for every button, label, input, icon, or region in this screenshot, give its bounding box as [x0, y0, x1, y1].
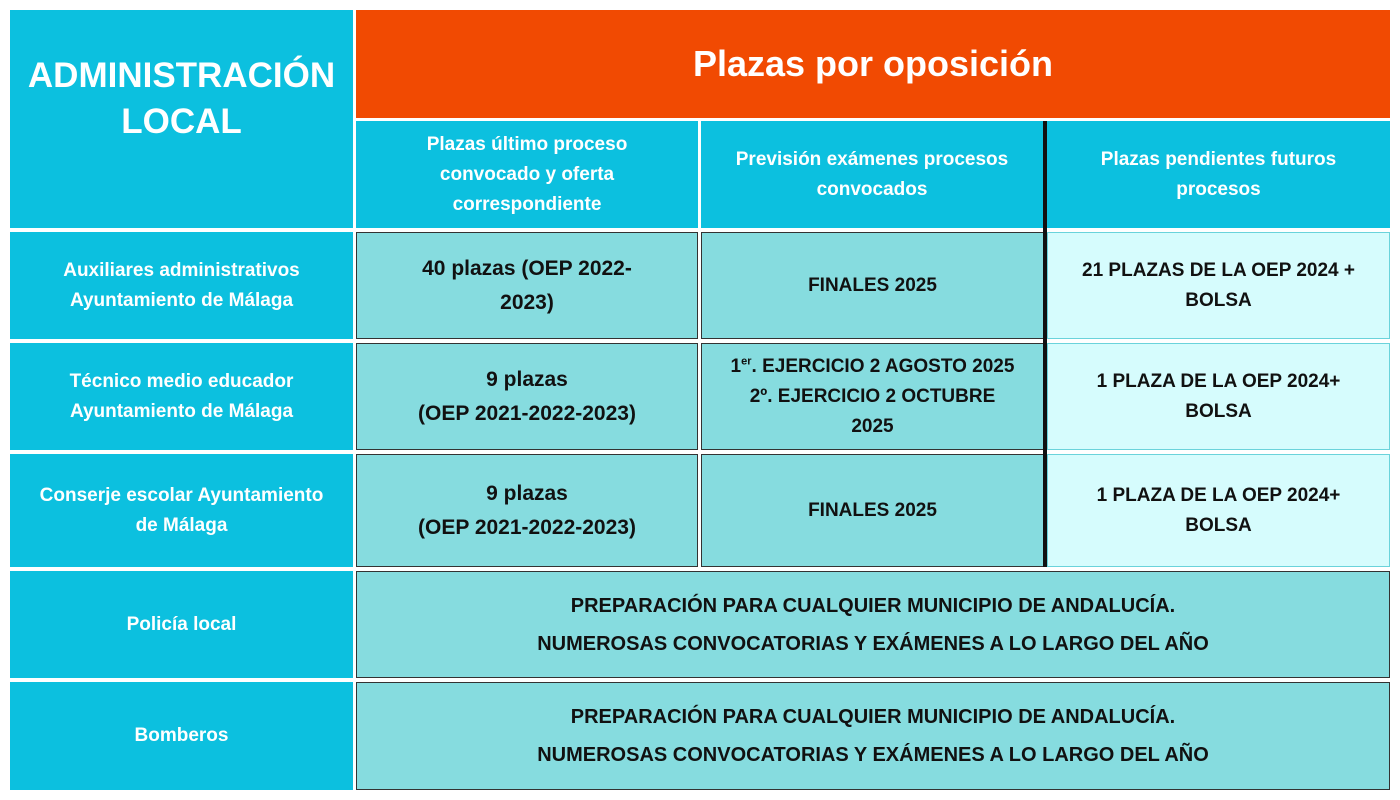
pendientes-cell: [1047, 232, 1390, 339]
header-line: correspondiente: [452, 193, 602, 215]
prevision-line: [731, 352, 1015, 382]
header-line: Previsión exámenes procesos: [735, 148, 1009, 170]
column-header-pendientes: [1047, 121, 1390, 228]
plazas-line: 9 plazas: [486, 481, 568, 505]
row-label-tecnico: [10, 343, 353, 450]
row-label-line: Ayuntamiento de Málaga: [69, 289, 294, 311]
row-label-line: Policía local: [126, 613, 237, 635]
pendientes-line: BOLSA: [1185, 514, 1252, 536]
row-label-conserje: [10, 454, 353, 567]
column-header-plazas: [356, 121, 698, 228]
prevision-cell: [701, 232, 1044, 339]
corner-header: [10, 10, 353, 228]
plazas-line: (OEP 2021-2022-2023): [418, 401, 636, 425]
row-label-policia: [10, 571, 353, 678]
row-label-line: Técnico medio educador: [69, 370, 294, 392]
row-label-line: Conserje escolar Ayuntamiento: [39, 484, 324, 506]
corner-title-line: LOCAL: [121, 102, 242, 141]
plazas-cell: [356, 454, 698, 567]
row-label-line: Ayuntamiento de Málaga: [69, 400, 294, 422]
header-line: convocados: [816, 178, 928, 200]
info-line: NUMEROSAS CONVOCATORIAS Y EXÁMENES A LO LARGO DEL AÑO: [537, 632, 1209, 655]
pendientes-cell: [1047, 454, 1390, 567]
prevision-line: FINALES 2025: [808, 499, 937, 521]
prevision-line: 2º. EJERCICIO 2 OCTUBRE: [749, 385, 996, 407]
column-header-prevision: [701, 121, 1043, 228]
plazas-cell: [356, 343, 698, 450]
row-label-auxiliares: [10, 232, 353, 339]
info-line: PREPARACIÓN PARA CUALQUIER MUNICIPIO DE ANDALUCÍA.: [570, 594, 1176, 617]
pendientes-line: 21 PLAZAS DE LA OEP 2024 +: [1082, 259, 1355, 281]
row-label-line: de Málaga: [135, 514, 228, 536]
page-title: Plazas por oposición: [692, 43, 1054, 84]
row-label-line: Bomberos: [134, 725, 229, 746]
header-line: Plazas pendientes futuros: [1100, 148, 1337, 170]
prevision-text: . EJERCICIO 2 AGOSTO 2025: [751, 355, 1015, 377]
info-line: PREPARACIÓN PARA CUALQUIER MUNICIPIO DE ANDALUCÍA.: [570, 706, 1176, 728]
plazas-cell: [356, 232, 698, 339]
pendientes-line: BOLSA: [1185, 400, 1252, 422]
merged-info-cell: [356, 682, 1390, 790]
info-line: NUMEROSAS CONVOCATORIAS Y EXÁMENES A LO LARGO DEL AÑO: [537, 744, 1209, 766]
plazas-line: 9 plazas: [486, 367, 568, 391]
prevision-line: 2025: [851, 415, 894, 437]
header-line: convocado y oferta: [439, 163, 615, 185]
column-divider: [1043, 121, 1047, 567]
prevision-cell: [701, 343, 1044, 450]
prevision-line: FINALES 2025: [808, 274, 937, 296]
ordinal-number: 1: [730, 355, 742, 377]
pendientes-line: BOLSA: [1185, 289, 1252, 311]
merged-info-cell: [356, 571, 1390, 678]
pendientes-line: 1 PLAZA DE LA OEP 2024+: [1096, 370, 1341, 392]
plazas-line: 40 plazas (OEP 2022-: [422, 256, 632, 280]
prevision-cell: [701, 454, 1044, 567]
corner-title-line: ADMINISTRACIÓN: [27, 56, 336, 95]
table-title: [356, 10, 1390, 118]
row-label-bomberos: [10, 682, 353, 790]
row-label-line: Auxiliares administrativos: [63, 259, 300, 281]
header-line: procesos: [1176, 178, 1261, 200]
pendientes-cell: [1047, 343, 1390, 450]
header-line: Plazas último proceso: [426, 133, 628, 155]
pendientes-line: 1 PLAZA DE LA OEP 2024+: [1096, 484, 1341, 506]
plazas-line: (OEP 2021-2022-2023): [418, 515, 636, 539]
plazas-line: 2023): [500, 290, 554, 314]
ordinal-suffix: er: [741, 355, 752, 368]
